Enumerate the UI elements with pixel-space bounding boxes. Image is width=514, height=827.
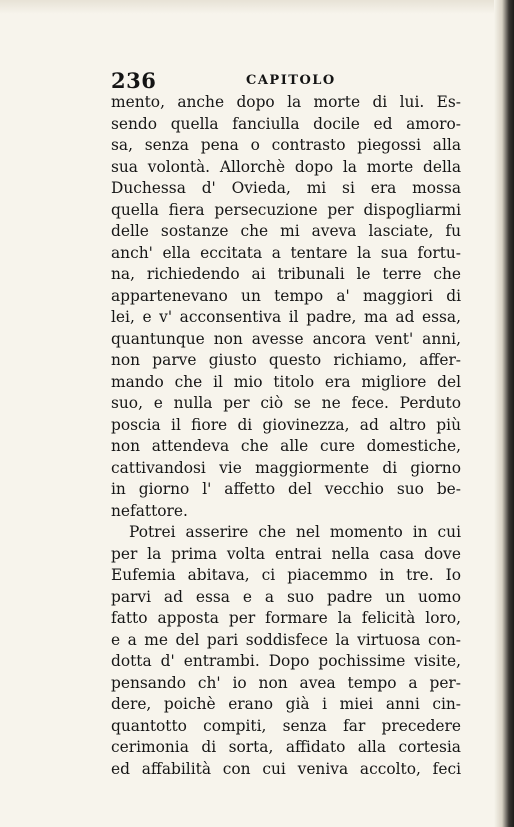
page-binding-shadow bbox=[494, 0, 514, 827]
text-line: anch' ella eccitata a tentare la sua fortu- bbox=[111, 243, 461, 262]
text-line: Potrei asserire che nel momento in cui bbox=[129, 523, 461, 541]
page-top-edge bbox=[0, 0, 514, 14]
text-line: dotta d' entrambi. Dopo pochissime visite, bbox=[111, 652, 461, 670]
text-line: suo, e nulla per ciò se ne fece. Perduto bbox=[111, 394, 461, 412]
text-line: in giorno l' affetto del vecchio suo be- bbox=[111, 480, 461, 498]
text-line: lei, e v' acconsentiva il padre, ma ad essa, bbox=[111, 308, 461, 326]
text-line: mando che il mio titolo era migliore del bbox=[111, 372, 461, 391]
text-line: sua volontà. Allorchè dopo la morte della bbox=[111, 157, 461, 176]
text-line: delle sostanze che mi aveva lasciate, fu bbox=[111, 222, 461, 240]
paragraph-1 bbox=[111, 92, 461, 522]
text-line: poscia il fiore di giovinezza, ad altro più bbox=[111, 415, 461, 434]
text-line: mento, anche dopo la morte di lui. Es- bbox=[111, 93, 461, 111]
text-line: Duchessa d' Ovieda, mi si era mossa bbox=[111, 179, 461, 197]
text-line: per la prima volta entrai nella casa dove bbox=[111, 544, 461, 563]
text-line: quantotto compiti, senza far precedere bbox=[111, 716, 461, 735]
text-line: appartenevano un tempo a' maggiori di bbox=[111, 286, 461, 305]
text-line: dere, poichè erano già i miei anni cin- bbox=[111, 695, 461, 713]
text-line: non attendeva che alle cure domestiche, bbox=[111, 437, 461, 455]
page-number: 236 bbox=[111, 68, 157, 93]
page-header bbox=[111, 68, 461, 94]
text-line: cattivandosi vie maggiormente di giorno bbox=[111, 458, 461, 477]
body-text bbox=[111, 92, 461, 780]
text-line: nefattore. bbox=[111, 501, 188, 520]
text-line: quantunque non avesse ancora vent' anni, bbox=[111, 329, 461, 348]
paragraph-2 bbox=[111, 522, 461, 780]
text-line: e a me del pari soddisfece la virtuosa con- bbox=[111, 630, 461, 649]
text-line: fatto apposta per formare la felicità loro, bbox=[111, 609, 461, 627]
text-line: quella fiera persecuzione per dispogliarmi bbox=[111, 200, 461, 219]
text-line: sendo quella fanciulla docile ed amoro- bbox=[111, 114, 461, 133]
text-line: ed affabilità con cui veniva accolto, feci bbox=[111, 759, 461, 778]
text-line: cerimonia di sorta, affidato alla cortesia bbox=[111, 738, 461, 756]
running-head: CAPITOLO bbox=[246, 73, 336, 88]
text-line: parvi ad essa e a suo padre un uomo bbox=[111, 587, 461, 606]
text-line: non parve giusto questo richiamo, affer- bbox=[111, 351, 461, 369]
text-line: sa, senza pena o contrasto piegossi alla bbox=[111, 136, 461, 154]
text-line: na, richiedendo ai tribunali le terre che bbox=[111, 265, 461, 283]
text-line: Eufemia abitava, ci piacemmo in tre. Io bbox=[111, 566, 461, 584]
text-line: pensando ch' io non avea tempo a per- bbox=[111, 673, 461, 692]
